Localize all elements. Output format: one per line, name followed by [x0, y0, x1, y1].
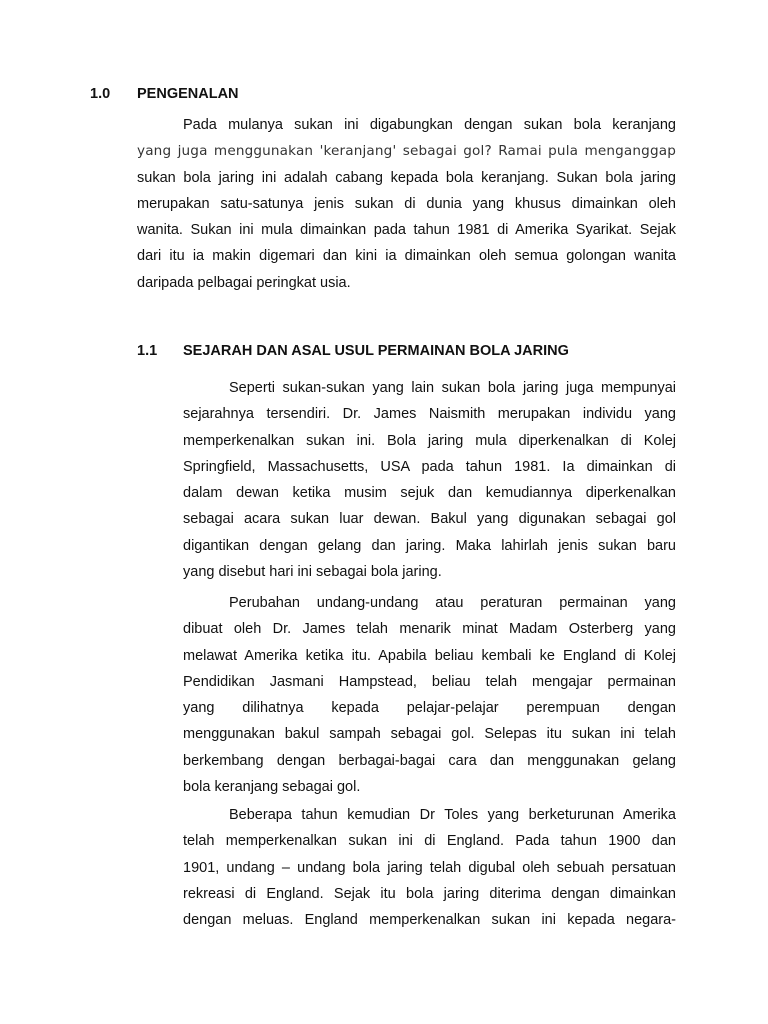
paragraph-line: Springfield, Massachusetts, USA pada tahun 1981. Ia dimainkan di	[183, 458, 676, 475]
history-paragraph-3	[183, 802, 676, 933]
paragraph-line: yang juga menggunakan 'keranjang' sebagai gol? Ramai pula menganggap	[137, 143, 676, 160]
paragraph-line: Seperti sukan-sukan yang lain sukan bola jaring juga mempunyai	[229, 380, 676, 396]
paragraph-line: dibuat oleh Dr. James telah menarik minat Madam Osterberg yang	[183, 621, 676, 638]
section-title: SEJARAH DAN ASAL USUL PERMAINAN BOLA JARING	[183, 343, 569, 359]
paragraph-line: menggunakan bakul sampah sebagai gol. Selepas itu sukan ini telah	[183, 726, 676, 743]
paragraph-line: Perubahan undang-undang atau peraturan permainan yang	[229, 595, 676, 611]
paragraph-line: digantikan dengan gelang dan jaring. Maka lahirlah jenis sukan baru	[183, 537, 676, 554]
paragraph-line: yang disebut hari ini sebagai bola jaring.	[183, 564, 442, 581]
paragraph-line: dengan meluas. England memperkenalkan sukan ini kepada negara-	[183, 912, 676, 929]
history-paragraph-1	[183, 375, 676, 585]
paragraph-line: yang dilihatnya kepada pelajar-pelajar perempuan dengan	[183, 700, 676, 717]
paragraph-line: telah memperkenalkan sukan ini di England. Pada tahun 1900 dan	[183, 833, 676, 850]
section-number: 1.0	[90, 86, 111, 102]
history-paragraph-2	[183, 590, 676, 800]
paragraph-line: daripada pelbagai peringkat usia.	[137, 274, 351, 291]
paragraph-line: rekreasi di England. Sejak itu bola jaring diterima dengan dimainkan	[183, 885, 676, 902]
paragraph-line: wanita. Sukan ini mula dimainkan pada tahun 1981 di Amerika Syarikat. Sejak	[137, 222, 676, 239]
paragraph-line: sejarahnya tersendiri. Dr. James Naismith merupakan individu yang	[183, 406, 676, 423]
paragraph-line: 1901, undang – undang bola jaring telah digubal oleh sebuah persatuan	[183, 859, 676, 876]
intro-paragraph	[137, 112, 676, 296]
paragraph-line: Beberapa tahun kemudian Dr Toles yang berketurunan Amerika	[229, 807, 676, 823]
paragraph-line: berkembang dengan berbagai-bagai cara dan menggunakan gelang	[183, 752, 676, 769]
section-title: PENGENALAN	[137, 86, 239, 102]
paragraph-line: dalam dewan ketika musim sejuk dan kemudiannya diperkenalkan	[183, 485, 676, 502]
paragraph-line: Pada mulanya sukan ini digabungkan dengan sukan bola keranjang	[183, 117, 676, 133]
paragraph-line: dari itu ia makin digemari dan kini ia dimainkan oleh semua golongan wanita	[137, 248, 676, 265]
paragraph-line: merupakan satu-satunya jenis sukan di dunia yang khusus dimainkan oleh	[137, 195, 676, 212]
paragraph-line: melawat Amerika ketika itu. Apabila beliau kembali ke England di Kolej	[183, 647, 676, 664]
paragraph-line: sukan bola jaring ini adalah cabang kepada bola keranjang. Sukan bola jaring	[137, 169, 676, 186]
paragraph-line: memperkenalkan sukan ini. Bola jaring mula diperkenalkan di Kolej	[183, 432, 676, 449]
section-number: 1.1	[137, 343, 158, 359]
paragraph-line: Pendidikan Jasmani Hampstead, beliau telah mengajar permainan	[183, 673, 676, 690]
paragraph-line: sebagai acara sukan luar dewan. Bakul yang digunakan sebagai gol	[183, 511, 676, 528]
paragraph-line: bola keranjang sebagai gol.	[183, 779, 361, 796]
